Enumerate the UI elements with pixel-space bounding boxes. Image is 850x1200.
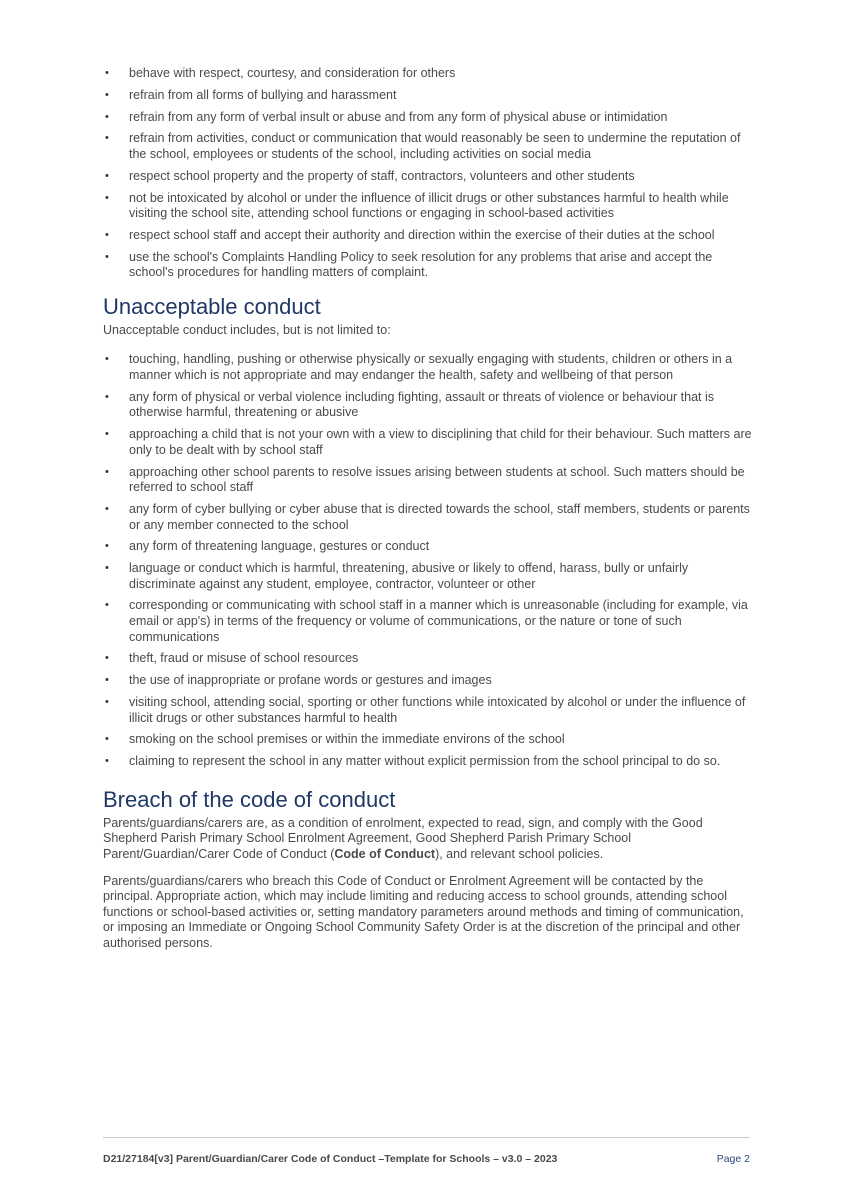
bullet-icon: • bbox=[105, 502, 109, 515]
list-item-text: any form of cyber bullying or cyber abuse that is directed towards the school, staff members, students or parents or any member connected to the school bbox=[129, 501, 750, 532]
list-item bbox=[103, 66, 753, 82]
bullet-icon: • bbox=[105, 228, 109, 241]
list-item-text: refrain from any form of verbal insult or abuse and from any form of physical abuse or intimidation bbox=[129, 109, 668, 124]
list-item bbox=[103, 754, 753, 770]
bullet-icon: • bbox=[105, 428, 109, 441]
list-item bbox=[103, 695, 753, 726]
list-item bbox=[103, 390, 753, 421]
list-item-text: respect school staff and accept their authority and direction within the exercise of their duties at the school bbox=[129, 227, 715, 242]
list-item-text: smoking on the school premises or within the immediate environs of the school bbox=[129, 732, 565, 747]
bullet-icon: • bbox=[105, 465, 109, 478]
list-item-text: any form of threatening language, gestures or conduct bbox=[129, 539, 430, 554]
document-page bbox=[103, 66, 753, 963]
list-item-text: the use of inappropriate or profane words or gestures and images bbox=[129, 673, 492, 688]
list-item bbox=[103, 598, 753, 645]
unacceptable-conduct-intro: Unacceptable conduct includes, but is not limited to: bbox=[103, 322, 391, 337]
list-item-text: claiming to represent the school in any matter without explicit permission from the school principal to do so. bbox=[129, 754, 721, 769]
bullet-icon: • bbox=[105, 733, 109, 746]
bullet-icon: • bbox=[105, 132, 109, 145]
bullet-icon: • bbox=[105, 353, 109, 366]
list-item-text: any form of physical or verbal violence including fighting, assault or threats of violence or behaviour that is otherwise harmful, threatening or abusive bbox=[129, 389, 715, 420]
list-item-text: corresponding or communicating with school staff in a manner which is unreasonable (including for example, via email or app's) in terms of the frequency or volume of communications, or the nature or tone of such communications bbox=[129, 598, 748, 644]
list-item-text: visiting school, attending social, sporting or other functions while intoxicated by alcohol or under the influence of illicit drugs or other substances harmful to health bbox=[129, 695, 746, 725]
list-item-text: theft, fraud or misuse of school resources bbox=[129, 651, 359, 666]
breach-paragraph-1-end: ), and relevant school policies. bbox=[435, 846, 604, 861]
list-item-text: refrain from all forms of bullying and harassment bbox=[129, 87, 397, 102]
bullet-icon: • bbox=[105, 562, 109, 575]
list-item-text: touching, handling, pushing or otherwise physically or sexually engaging with students, children or others in a manner which is not appropriate and may endanger the health, safety and wellbeing of that person bbox=[129, 352, 733, 383]
footer-divider bbox=[103, 1137, 750, 1138]
list-item-text: language or conduct which is harmful, threatening, abusive or likely to offend, harass, bully or unfairly discriminate against any student, employee, contractor, volunteer or other bbox=[129, 561, 689, 591]
breach-heading: Breach of the code of conduct bbox=[103, 786, 396, 812]
bullet-icon: • bbox=[105, 599, 109, 612]
list-item bbox=[103, 539, 753, 555]
list-item-text: refrain from activities, conduct or communication that would reasonably be seen to undermine the reputation of the school, employees or students of the school, including activities on social media bbox=[129, 131, 741, 161]
list-item-text: use the school's Complaints Handling Policy to seek resolution for any problems that arise and accept the school's procedures for handling matters of complaint. bbox=[129, 249, 713, 280]
bullet-icon: • bbox=[105, 540, 109, 553]
bullet-icon: • bbox=[105, 169, 109, 182]
list-item bbox=[103, 88, 753, 104]
code-of-conduct-term: Code of Conduct bbox=[334, 846, 436, 861]
list-item-text: approaching other school parents to resolve issues arising between students at school. Such matters should be referred to school staff bbox=[129, 464, 745, 495]
list-item bbox=[103, 502, 753, 533]
list-item bbox=[103, 169, 753, 185]
bullet-icon: • bbox=[105, 674, 109, 687]
conduct-expectations-list bbox=[103, 66, 753, 281]
list-item bbox=[103, 110, 753, 126]
list-item bbox=[103, 732, 753, 748]
list-item-text: not be intoxicated by alcohol or under the influence of illicit drugs or other substances harmful to health while visiting the school site, attending school functions or engaging in school-based activities bbox=[129, 190, 729, 221]
bullet-icon: • bbox=[105, 110, 109, 123]
unacceptable-conduct-list bbox=[103, 352, 753, 769]
breach-paragraph-1-start: Parents/guardians/carers are, as a condition of enrolment, expected to read, sign, and comply with the Good Shepherd Parish Primary School Enrolment Agreement, Good Shepherd Parish Primary School Parent/Guardian/Carer Code of Conduct ( bbox=[103, 815, 703, 861]
list-item bbox=[103, 427, 753, 458]
unacceptable-conduct-heading: Unacceptable conduct bbox=[103, 293, 321, 319]
list-item bbox=[103, 465, 753, 496]
list-item bbox=[103, 131, 753, 162]
list-item bbox=[103, 228, 753, 244]
list-item-text: approaching a child that is not your own with a view to disciplining that child for their behaviour. Such matters are only to be dealt with by school staff bbox=[129, 427, 752, 457]
list-item bbox=[103, 250, 753, 281]
footer-page-number: Page 2 bbox=[716, 1153, 750, 1165]
bullet-icon: • bbox=[105, 652, 109, 665]
bullet-icon: • bbox=[105, 390, 109, 403]
bullet-icon: • bbox=[105, 755, 109, 768]
list-item bbox=[103, 673, 753, 689]
bullet-icon: • bbox=[105, 88, 109, 101]
breach-paragraph-2: Parents/guardians/carers who breach this Code of Conduct or Enrolment Agreement will be contacted by the principal. Appropriate action, which may include limiting and reducing access to school grounds, attending school functions or school-based activities or, setting mandatory parameters around methods and timing of communication, or imposing an Immediate or Ongoing School Community Safety Order is at the discretion of the principal and other authorised persons. bbox=[103, 873, 744, 950]
list-item bbox=[103, 191, 753, 222]
bullet-icon: • bbox=[105, 67, 109, 79]
list-item bbox=[103, 651, 753, 667]
bullet-icon: • bbox=[105, 191, 109, 204]
bullet-icon: • bbox=[105, 250, 109, 263]
bullet-icon: • bbox=[105, 696, 109, 708]
list-item-text: behave with respect, courtesy, and consideration for others bbox=[129, 66, 456, 80]
list-item-text: respect school property and the property of staff, contractors, volunteers and other students bbox=[129, 168, 635, 183]
list-item bbox=[103, 561, 753, 592]
list-item bbox=[103, 352, 753, 383]
footer-document-reference: D21/27184[v3] Parent/Guardian/Carer Code of Conduct –Template for Schools – v3.0 – 2023 bbox=[103, 1153, 558, 1165]
breach-paragraph-1 bbox=[103, 816, 753, 863]
